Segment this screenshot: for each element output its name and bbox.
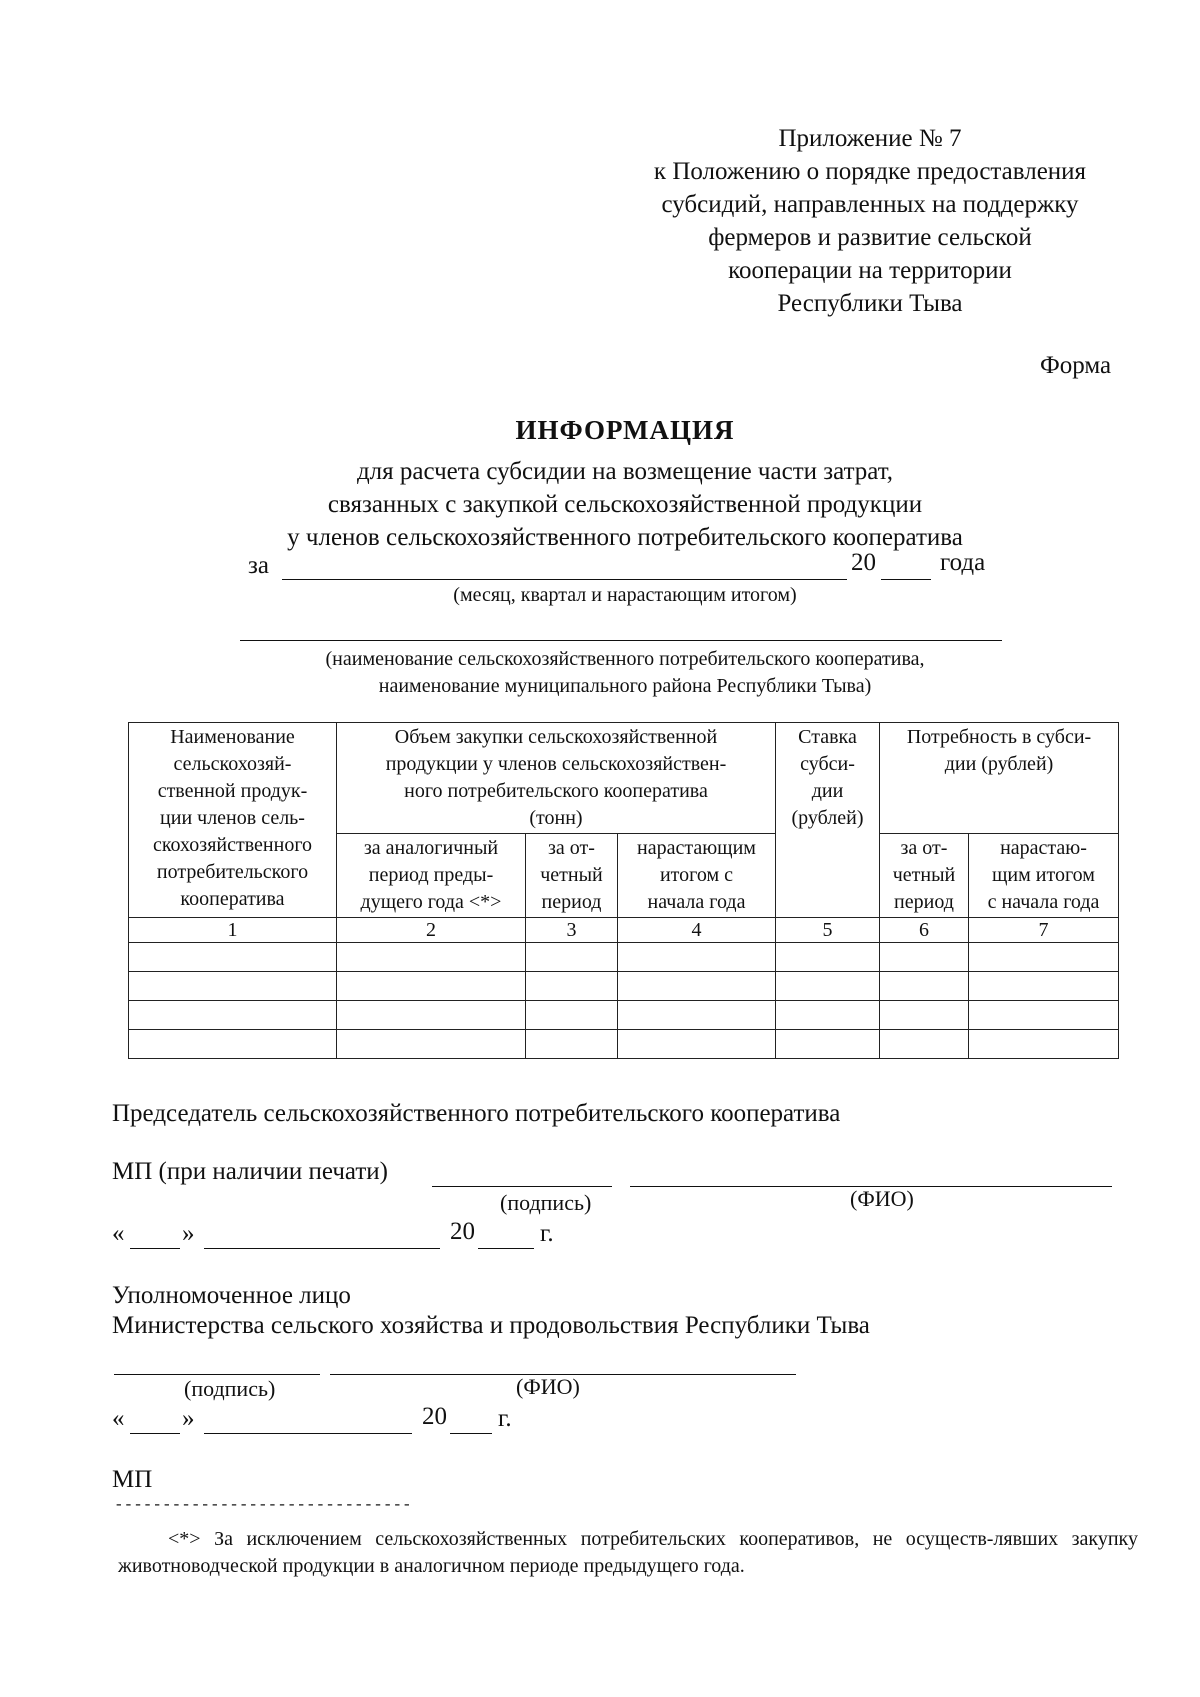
chairman-label: Председатель сельскохозяйственного потребительского кооператива xyxy=(112,1100,841,1127)
table-cell[interactable] xyxy=(880,972,969,1001)
seal-label: МП (при наличии печати) xyxy=(112,1158,389,1185)
footnote xyxy=(118,1526,1138,1580)
authorized-year-prefix: 20 xyxy=(422,1403,447,1430)
document-title: ИНФОРМАЦИЯ xyxy=(515,415,735,445)
period-field[interactable] xyxy=(282,579,847,580)
appendix-line: кооперации на территории xyxy=(728,257,1012,284)
appendix-line: к Положению о порядке предоставления xyxy=(653,158,1087,185)
period-year-prefix: 20 xyxy=(851,549,876,576)
chairman-signature-field[interactable] xyxy=(432,1186,612,1187)
authorized-month-field[interactable] xyxy=(204,1433,412,1434)
period-suffix: года xyxy=(940,549,986,576)
column-number: 7 xyxy=(969,918,1119,943)
authorized-year-suffix: г. xyxy=(498,1405,512,1432)
table-cell[interactable] xyxy=(129,972,337,1001)
table-cell[interactable] xyxy=(526,1001,618,1030)
chairman-signature-hint: (подпись) xyxy=(500,1190,592,1215)
ministry-label: Министерства сельского хозяйства и продовольствия Республики Тыва xyxy=(112,1312,870,1339)
header-reporting-period: за от- четный период xyxy=(526,834,618,918)
authorized-year-field[interactable] xyxy=(450,1433,492,1434)
column-number: 5 xyxy=(776,918,880,943)
chairman-year-prefix: 20 xyxy=(450,1218,475,1245)
table-cell[interactable] xyxy=(129,943,337,972)
table-cell[interactable] xyxy=(129,1001,337,1030)
footnote-text: <*> За исключением сельскохозяйственных потребительских кооперативов, не осуществ-лявших закупку животноводческой продукции в аналогичном периоде предыдущего года. xyxy=(118,1528,1138,1577)
subtitle-line: для расчета субсидии на возмещение части затрат, xyxy=(356,458,894,485)
table-cell[interactable] xyxy=(880,1001,969,1030)
table-cell[interactable] xyxy=(776,1030,880,1059)
table-cell[interactable] xyxy=(776,1001,880,1030)
header-subsidy-need: Потребность в субси- дии (рублей) xyxy=(880,723,1119,834)
table-cell[interactable] xyxy=(526,1030,618,1059)
table-row xyxy=(129,1001,1119,1030)
table-cell[interactable] xyxy=(776,943,880,972)
table-cell[interactable] xyxy=(618,943,776,972)
table-cell[interactable] xyxy=(337,1030,526,1059)
seal-short-label: МП xyxy=(112,1466,153,1493)
authorized-date-open-quote: « xyxy=(112,1405,125,1432)
coop-hint-line: наименование муниципального района Республики Тыва) xyxy=(378,675,872,697)
table-cell[interactable] xyxy=(337,972,526,1001)
column-number: 1 xyxy=(129,918,337,943)
period-line xyxy=(248,549,1108,588)
period-year-field[interactable] xyxy=(881,579,931,580)
table-cell[interactable] xyxy=(880,1030,969,1059)
footnote-separator: ------------------------------- xyxy=(114,1496,412,1514)
authorized-name-hint: (ФИО) xyxy=(516,1374,580,1399)
authorized-label: Уполномоченное лицо xyxy=(112,1282,351,1309)
table-cell[interactable] xyxy=(129,1030,337,1059)
table-cell[interactable] xyxy=(969,1030,1119,1059)
coop-hint xyxy=(160,646,1090,700)
table-cell[interactable] xyxy=(618,1001,776,1030)
subtitle-line: связанных с закупкой сельскохозяйственной продукции xyxy=(327,491,923,518)
coop-name-field[interactable] xyxy=(240,640,1002,641)
table-row xyxy=(129,943,1119,972)
table-cell[interactable] xyxy=(880,943,969,972)
authorized-signature-field[interactable] xyxy=(114,1374,320,1375)
table-cell[interactable] xyxy=(969,972,1119,1001)
appendix-line: фермеров и развитие сельской xyxy=(708,224,1032,251)
subtitle-line: у членов сельскохозяйственного потребительского кооператива xyxy=(287,524,963,551)
authorized-day-field[interactable] xyxy=(130,1433,180,1434)
table-cell[interactable] xyxy=(969,943,1119,972)
table-cell[interactable] xyxy=(969,1001,1119,1030)
period-prefix: за xyxy=(248,552,269,579)
subsidy-table xyxy=(128,722,1119,1059)
table-row xyxy=(129,1030,1119,1059)
header-subsidy-rate: Ставка субси- дии (рублей) xyxy=(776,723,880,918)
table-cell[interactable] xyxy=(618,972,776,1001)
column-number: 6 xyxy=(880,918,969,943)
column-number: 2 xyxy=(337,918,526,943)
appendix-line: Республики Тыва xyxy=(777,290,963,317)
chairman-year-field[interactable] xyxy=(478,1248,534,1249)
table-cell[interactable] xyxy=(337,943,526,972)
header-need-reporting-period: за от- четный период xyxy=(880,834,969,918)
form-label: Форма xyxy=(1040,352,1112,379)
chairman-day-field[interactable] xyxy=(130,1248,180,1249)
table-cell[interactable] xyxy=(618,1030,776,1059)
table-cell[interactable] xyxy=(526,943,618,972)
authorized-signature-hint: (подпись) xyxy=(184,1376,276,1401)
chairman-date-open-quote: « xyxy=(112,1220,125,1247)
column-number: 4 xyxy=(618,918,776,943)
chairman-name-hint: (ФИО) xyxy=(850,1186,914,1211)
chairman-month-field[interactable] xyxy=(204,1248,440,1249)
authorized-date-close-quote: » xyxy=(182,1405,195,1432)
chairman-date-close-quote: » xyxy=(182,1220,195,1247)
chairman-year-suffix: г. xyxy=(540,1220,554,1247)
table-cell[interactable] xyxy=(776,972,880,1001)
appendix-line: субсидий, направленных на поддержку xyxy=(661,191,1079,218)
column-number: 3 xyxy=(526,918,618,943)
period-hint: (месяц, квартал и нарастающим итогом) xyxy=(453,584,797,606)
table-cell[interactable] xyxy=(337,1001,526,1030)
header-need-cumulative: нарастаю- щим итогом с начала года xyxy=(969,834,1119,918)
appendix-header xyxy=(590,122,1150,320)
table-row xyxy=(129,972,1119,1001)
table-cell[interactable] xyxy=(526,972,618,1001)
appendix-line: Приложение № 7 xyxy=(778,125,962,152)
document-subtitle xyxy=(160,455,1090,554)
header-product-name: Наименование сельскохозяй- ственной продук- ции членов сель- скохозяйственного потребительского кооператива xyxy=(129,723,337,918)
header-prev-year-period: за аналогичный период преды- дущего года <*> xyxy=(337,834,526,918)
header-purchase-volume: Объем закупки сельскохозяйственной продукции у членов сельскохозяйствен- ного потребительского кооператива (тонн) xyxy=(337,723,776,834)
coop-hint-line: (наименование сельскохозяйственного потребительского кооператива, xyxy=(325,648,925,670)
header-cumulative: нарастающим итогом с начала года xyxy=(618,834,776,918)
